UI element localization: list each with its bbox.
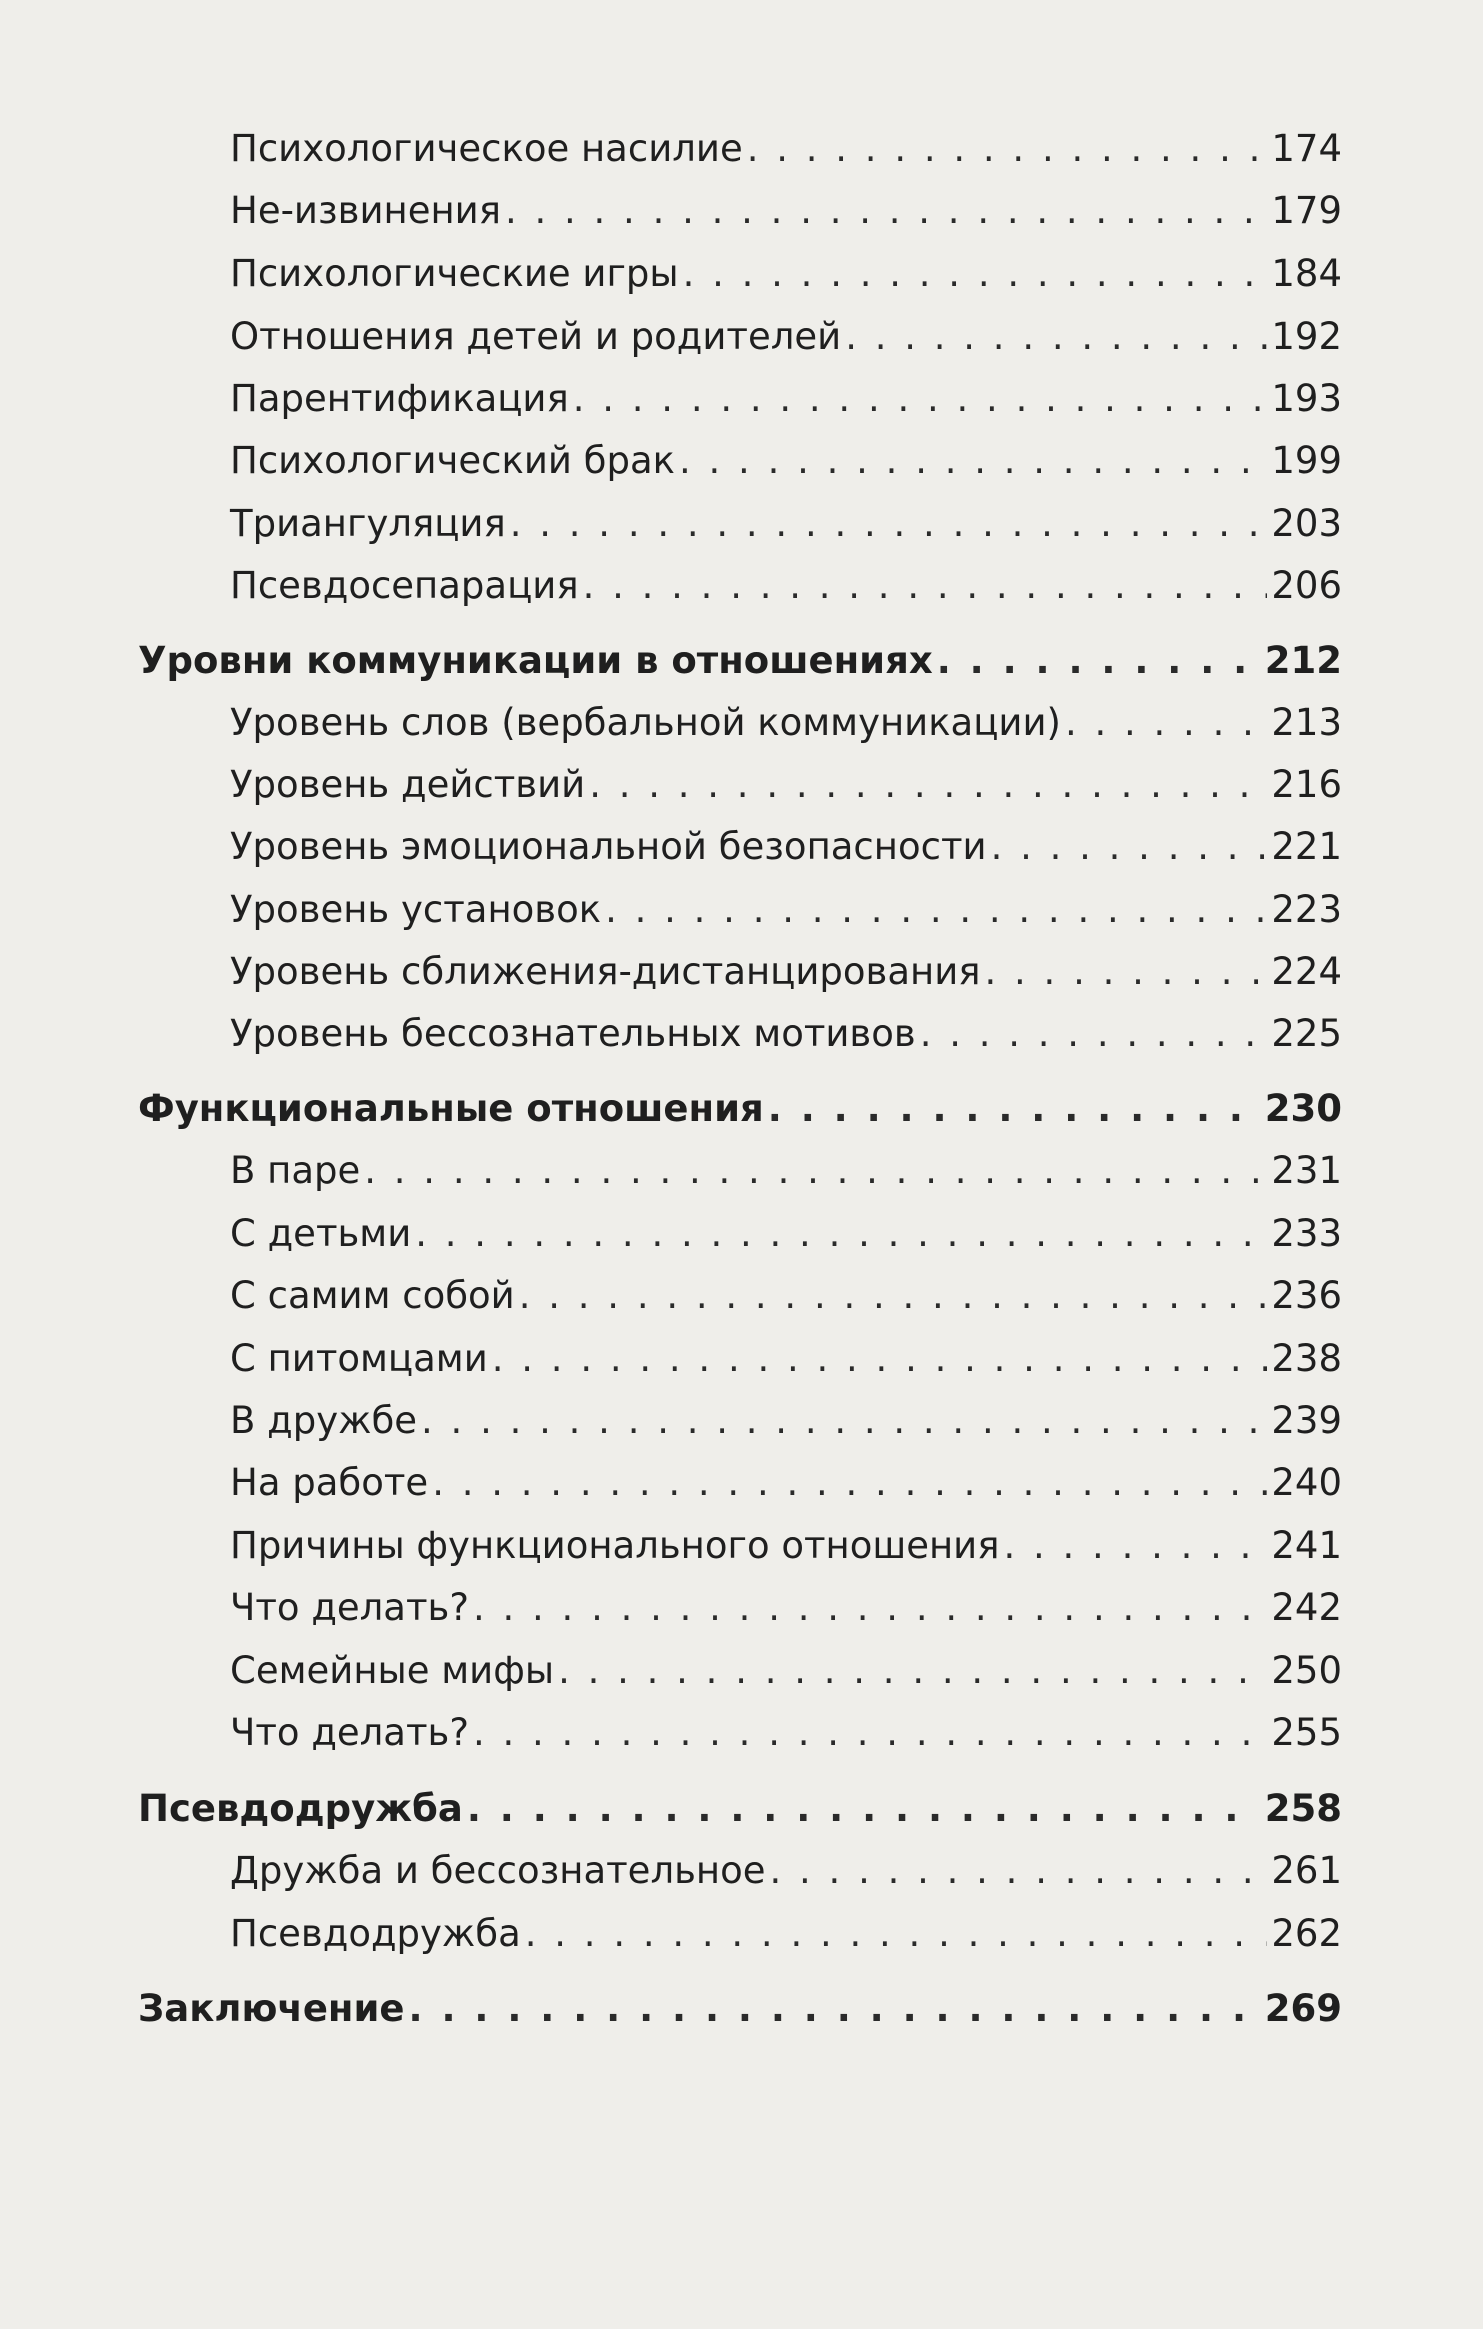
- toc-entry-title: Псевдодружба: [230, 1912, 521, 1955]
- toc-entry-title: Триангуляция: [230, 502, 506, 545]
- toc-entry-title: В дружбе: [230, 1399, 418, 1442]
- toc-entry-page-number: 230: [1264, 1087, 1342, 1130]
- toc-section-entry: [138, 639, 1342, 682]
- toc-entry-title: Парентификация: [230, 377, 569, 420]
- toc-entry-page-number: 236: [1271, 1274, 1342, 1317]
- toc-entry: [230, 1212, 1342, 1255]
- toc-entry: [230, 1649, 1342, 1692]
- toc-entry: [230, 189, 1342, 232]
- dot-leader: [583, 567, 1268, 604]
- dot-leader: [1065, 704, 1267, 741]
- dot-leader: [985, 953, 1268, 990]
- toc-entry-title: С питомцами: [230, 1337, 488, 1380]
- toc-entry-page-number: 233: [1271, 1212, 1342, 1255]
- dot-leader: [937, 642, 1261, 679]
- toc-entry-page-number: 192: [1271, 315, 1342, 358]
- toc-entry-page-number: 203: [1271, 502, 1342, 545]
- dot-leader: [558, 1652, 1267, 1689]
- toc-entry: [230, 252, 1342, 295]
- toc-entry-page-number: 261: [1271, 1849, 1342, 1892]
- toc-entry-page-number: 199: [1271, 439, 1342, 482]
- dot-leader: [589, 766, 1267, 803]
- toc-entry-title: На работе: [230, 1461, 429, 1504]
- toc-entry-page-number: 269: [1264, 1987, 1342, 2030]
- toc-entry-title: Дружба и бессознательное: [230, 1849, 766, 1892]
- toc-entry: [230, 763, 1342, 806]
- toc-entry-page-number: 262: [1271, 1912, 1342, 1955]
- toc-entry-page-number: 213: [1271, 701, 1342, 744]
- toc-entry: [230, 1399, 1342, 1442]
- dot-leader: [473, 1714, 1267, 1751]
- dot-leader: [683, 255, 1268, 292]
- toc-section-entry: [138, 1987, 1342, 2030]
- toc-entry: [230, 1586, 1342, 1629]
- toc-entry: [230, 1711, 1342, 1754]
- toc-entry-title: Психологическое насилие: [230, 127, 743, 170]
- toc-entry-page-number: 225: [1271, 1012, 1342, 1055]
- toc-entry-page-number: 179: [1271, 189, 1342, 232]
- toc-entry-title: Психологический брак: [230, 439, 676, 482]
- toc-entry: [230, 1149, 1342, 1192]
- toc-entry: [230, 825, 1342, 868]
- toc-entry-title: Уровень сближения-дистанцирования: [230, 950, 981, 993]
- toc-entry-page-number: 258: [1264, 1787, 1342, 1830]
- toc-entry-title: Уровень установок: [230, 888, 602, 931]
- toc-entry-title: Псевдосепарация: [230, 564, 579, 607]
- toc-entry-title: Уровень слов (вербальной коммуникации): [230, 701, 1061, 744]
- toc-entry: [230, 377, 1342, 420]
- toc-entry: [230, 888, 1342, 931]
- toc-entry: [230, 1912, 1342, 1955]
- toc-entry-page-number: 223: [1271, 888, 1342, 931]
- toc-entry-page-number: 241: [1271, 1524, 1342, 1567]
- toc-entry-page-number: 212: [1264, 639, 1342, 682]
- toc-entry: [230, 315, 1342, 358]
- dot-leader: [770, 1852, 1268, 1889]
- toc-entry-page-number: 224: [1271, 950, 1342, 993]
- toc-entry-page-number: 221: [1271, 825, 1342, 868]
- dot-leader: [605, 891, 1267, 928]
- toc-entry: [230, 1337, 1342, 1380]
- dot-leader: [573, 380, 1268, 417]
- toc-entry-title: Не-извинения: [230, 189, 501, 232]
- toc-entry: [230, 564, 1342, 607]
- dot-leader: [409, 1990, 1261, 2027]
- dot-leader: [525, 1915, 1268, 1952]
- toc-entry-title: Псевдодружба: [138, 1787, 463, 1830]
- dot-leader: [991, 828, 1268, 865]
- toc-entry-title: Функциональные отношения: [138, 1087, 764, 1130]
- toc-entry: [230, 1012, 1342, 1055]
- toc-entry-title: Заключение: [138, 1987, 405, 2030]
- toc-entry-page-number: 242: [1271, 1586, 1342, 1629]
- toc-entry: [230, 1461, 1342, 1504]
- toc-entry-title: Уровень бессознательных мотивов: [230, 1012, 916, 1055]
- toc-entry: [230, 1274, 1342, 1317]
- toc-section-entry: [138, 1087, 1342, 1130]
- dot-leader: [432, 1464, 1267, 1501]
- dot-leader: [679, 442, 1267, 479]
- dot-leader: [364, 1152, 1267, 1189]
- toc-entry-page-number: 255: [1271, 1711, 1342, 1754]
- toc-entry-title: Отношения детей и родителей: [230, 315, 842, 358]
- dot-leader: [492, 1340, 1268, 1377]
- dot-leader: [467, 1790, 1261, 1827]
- dot-leader: [519, 1277, 1268, 1314]
- dot-leader: [747, 130, 1268, 167]
- toc-entry-page-number: 238: [1271, 1337, 1342, 1380]
- toc-entry: [230, 701, 1342, 744]
- toc-entry-title: Семейные мифы: [230, 1649, 555, 1692]
- toc-entry-title: Психологические игры: [230, 252, 679, 295]
- dot-leader: [845, 318, 1267, 355]
- toc-entry: [230, 439, 1342, 482]
- toc-entry-page-number: 216: [1271, 763, 1342, 806]
- dot-leader: [421, 1402, 1267, 1439]
- toc-entry-page-number: 184: [1271, 252, 1342, 295]
- toc-entry-page-number: 206: [1271, 564, 1342, 607]
- toc-entry-title: С детьми: [230, 1212, 412, 1255]
- dot-leader: [510, 505, 1268, 542]
- toc-entry: [230, 1849, 1342, 1892]
- toc-entry-page-number: 174: [1271, 127, 1342, 170]
- toc-section-entry: [138, 1787, 1342, 1830]
- toc-entry-page-number: 250: [1271, 1649, 1342, 1692]
- toc-entry-title: Причины функционального отношения: [230, 1524, 1000, 1567]
- dot-leader: [505, 192, 1267, 229]
- dot-leader: [415, 1215, 1267, 1252]
- toc-entry-page-number: 193: [1271, 377, 1342, 420]
- dot-leader: [473, 1589, 1267, 1626]
- toc-entry-title: С самим собой: [230, 1274, 515, 1317]
- toc-entry-title: Уровень действий: [230, 763, 586, 806]
- toc-entry-title: В паре: [230, 1149, 361, 1192]
- toc-entry-title: Уровни коммуникации в отношениях: [138, 639, 933, 682]
- toc-entry-page-number: 240: [1271, 1461, 1342, 1504]
- toc-entry: [230, 1524, 1342, 1567]
- dot-leader: [920, 1015, 1268, 1052]
- toc-entry-title: Что делать?: [230, 1711, 469, 1754]
- toc-entry: [230, 127, 1342, 170]
- toc-entry: [230, 950, 1342, 993]
- dot-leader: [768, 1090, 1261, 1127]
- toc-entry: [230, 502, 1342, 545]
- dot-leader: [1003, 1527, 1267, 1564]
- toc-entry-title: Уровень эмоциональной безопасности: [230, 825, 987, 868]
- toc-entry-title: Что делать?: [230, 1586, 469, 1629]
- toc-entry-page-number: 231: [1271, 1149, 1342, 1192]
- toc-entry-page-number: 239: [1271, 1399, 1342, 1442]
